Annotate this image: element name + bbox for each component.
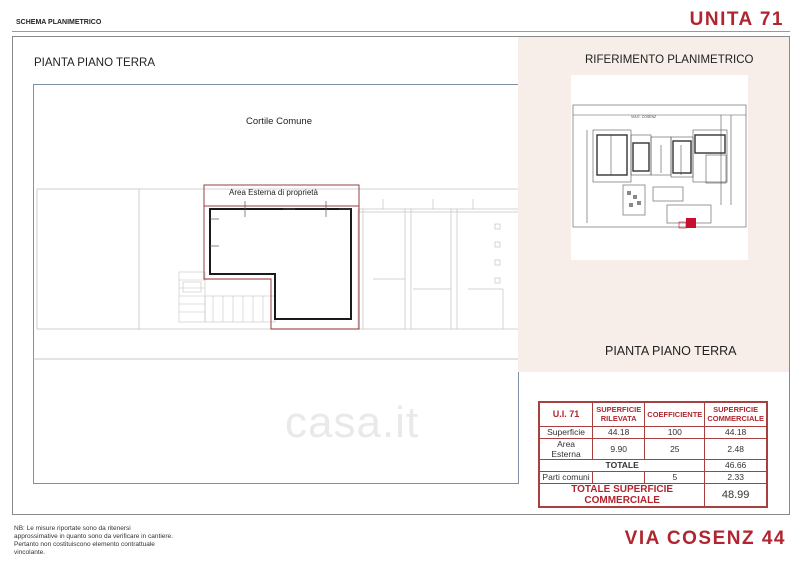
table-header-row xyxy=(539,402,767,426)
footnote: NB: Le misure riportate sono da ritenersi approssimative in quanto sono da verificare in cantiere. Pertanto non costituiscono elemento contrattuale vincolante. xyxy=(14,525,173,556)
grand-total-value: 48.99 xyxy=(705,483,767,507)
table-grand-total-row xyxy=(539,483,767,507)
common-coefficiente: 5 xyxy=(645,471,705,483)
common-rilevata xyxy=(593,471,645,483)
grand-total-label: TOTALE SUPERFICIE COMMERCIALE xyxy=(539,483,705,507)
row-label: Superficie xyxy=(539,426,593,438)
courtyard-label: Cortile Comune xyxy=(246,116,312,127)
row-label: Area Esterna xyxy=(539,438,593,459)
row-commerciale: 2.48 xyxy=(705,438,767,459)
table-row xyxy=(539,438,767,459)
table-header-coefficiente: COEFFICIENTE xyxy=(645,402,705,426)
table-total-row xyxy=(539,459,767,471)
address: VIA COSENZ 44 xyxy=(624,528,786,549)
table-common-row xyxy=(539,471,767,483)
row-coefficiente: 25 xyxy=(645,438,705,459)
svg-text:VIA E. COSENZ: VIA E. COSENZ xyxy=(631,115,657,119)
reference-title: RIFERIMENTO PLANIMETRICO xyxy=(585,54,754,66)
total-value: 46.66 xyxy=(705,459,767,471)
unit-title: UNITA 71 xyxy=(689,9,784,30)
watermark: casa.it xyxy=(285,398,420,447)
reference-map xyxy=(571,75,748,260)
schema-label: SCHEMA PLANIMETRICO xyxy=(16,19,102,26)
table-header-commerciale: SUPERFICIE COMMERCIALE xyxy=(705,402,767,426)
surface-table xyxy=(538,401,768,508)
table-header-ui: U.I. 71 xyxy=(539,402,593,426)
floor-plan xyxy=(33,84,519,484)
common-commerciale: 2.33 xyxy=(705,471,767,483)
common-label: Parti comuni xyxy=(539,471,593,483)
table-row xyxy=(539,426,767,438)
row-coefficiente: 100 xyxy=(645,426,705,438)
reference-floor-label: PIANTA PIANO TERRA xyxy=(605,344,737,358)
table-header-rilevata: SUPERFICIE RILEVATA xyxy=(593,402,645,426)
area-esterna-label: Area Esterna di proprietà xyxy=(229,188,318,197)
total-label: TOTALE xyxy=(539,459,705,471)
row-rilevata: 44.18 xyxy=(593,426,645,438)
row-commerciale: 44.18 xyxy=(705,426,767,438)
plan-title: PIANTA PIANO TERRA xyxy=(34,57,155,69)
header-divider xyxy=(12,31,790,32)
row-rilevata: 9.90 xyxy=(593,438,645,459)
